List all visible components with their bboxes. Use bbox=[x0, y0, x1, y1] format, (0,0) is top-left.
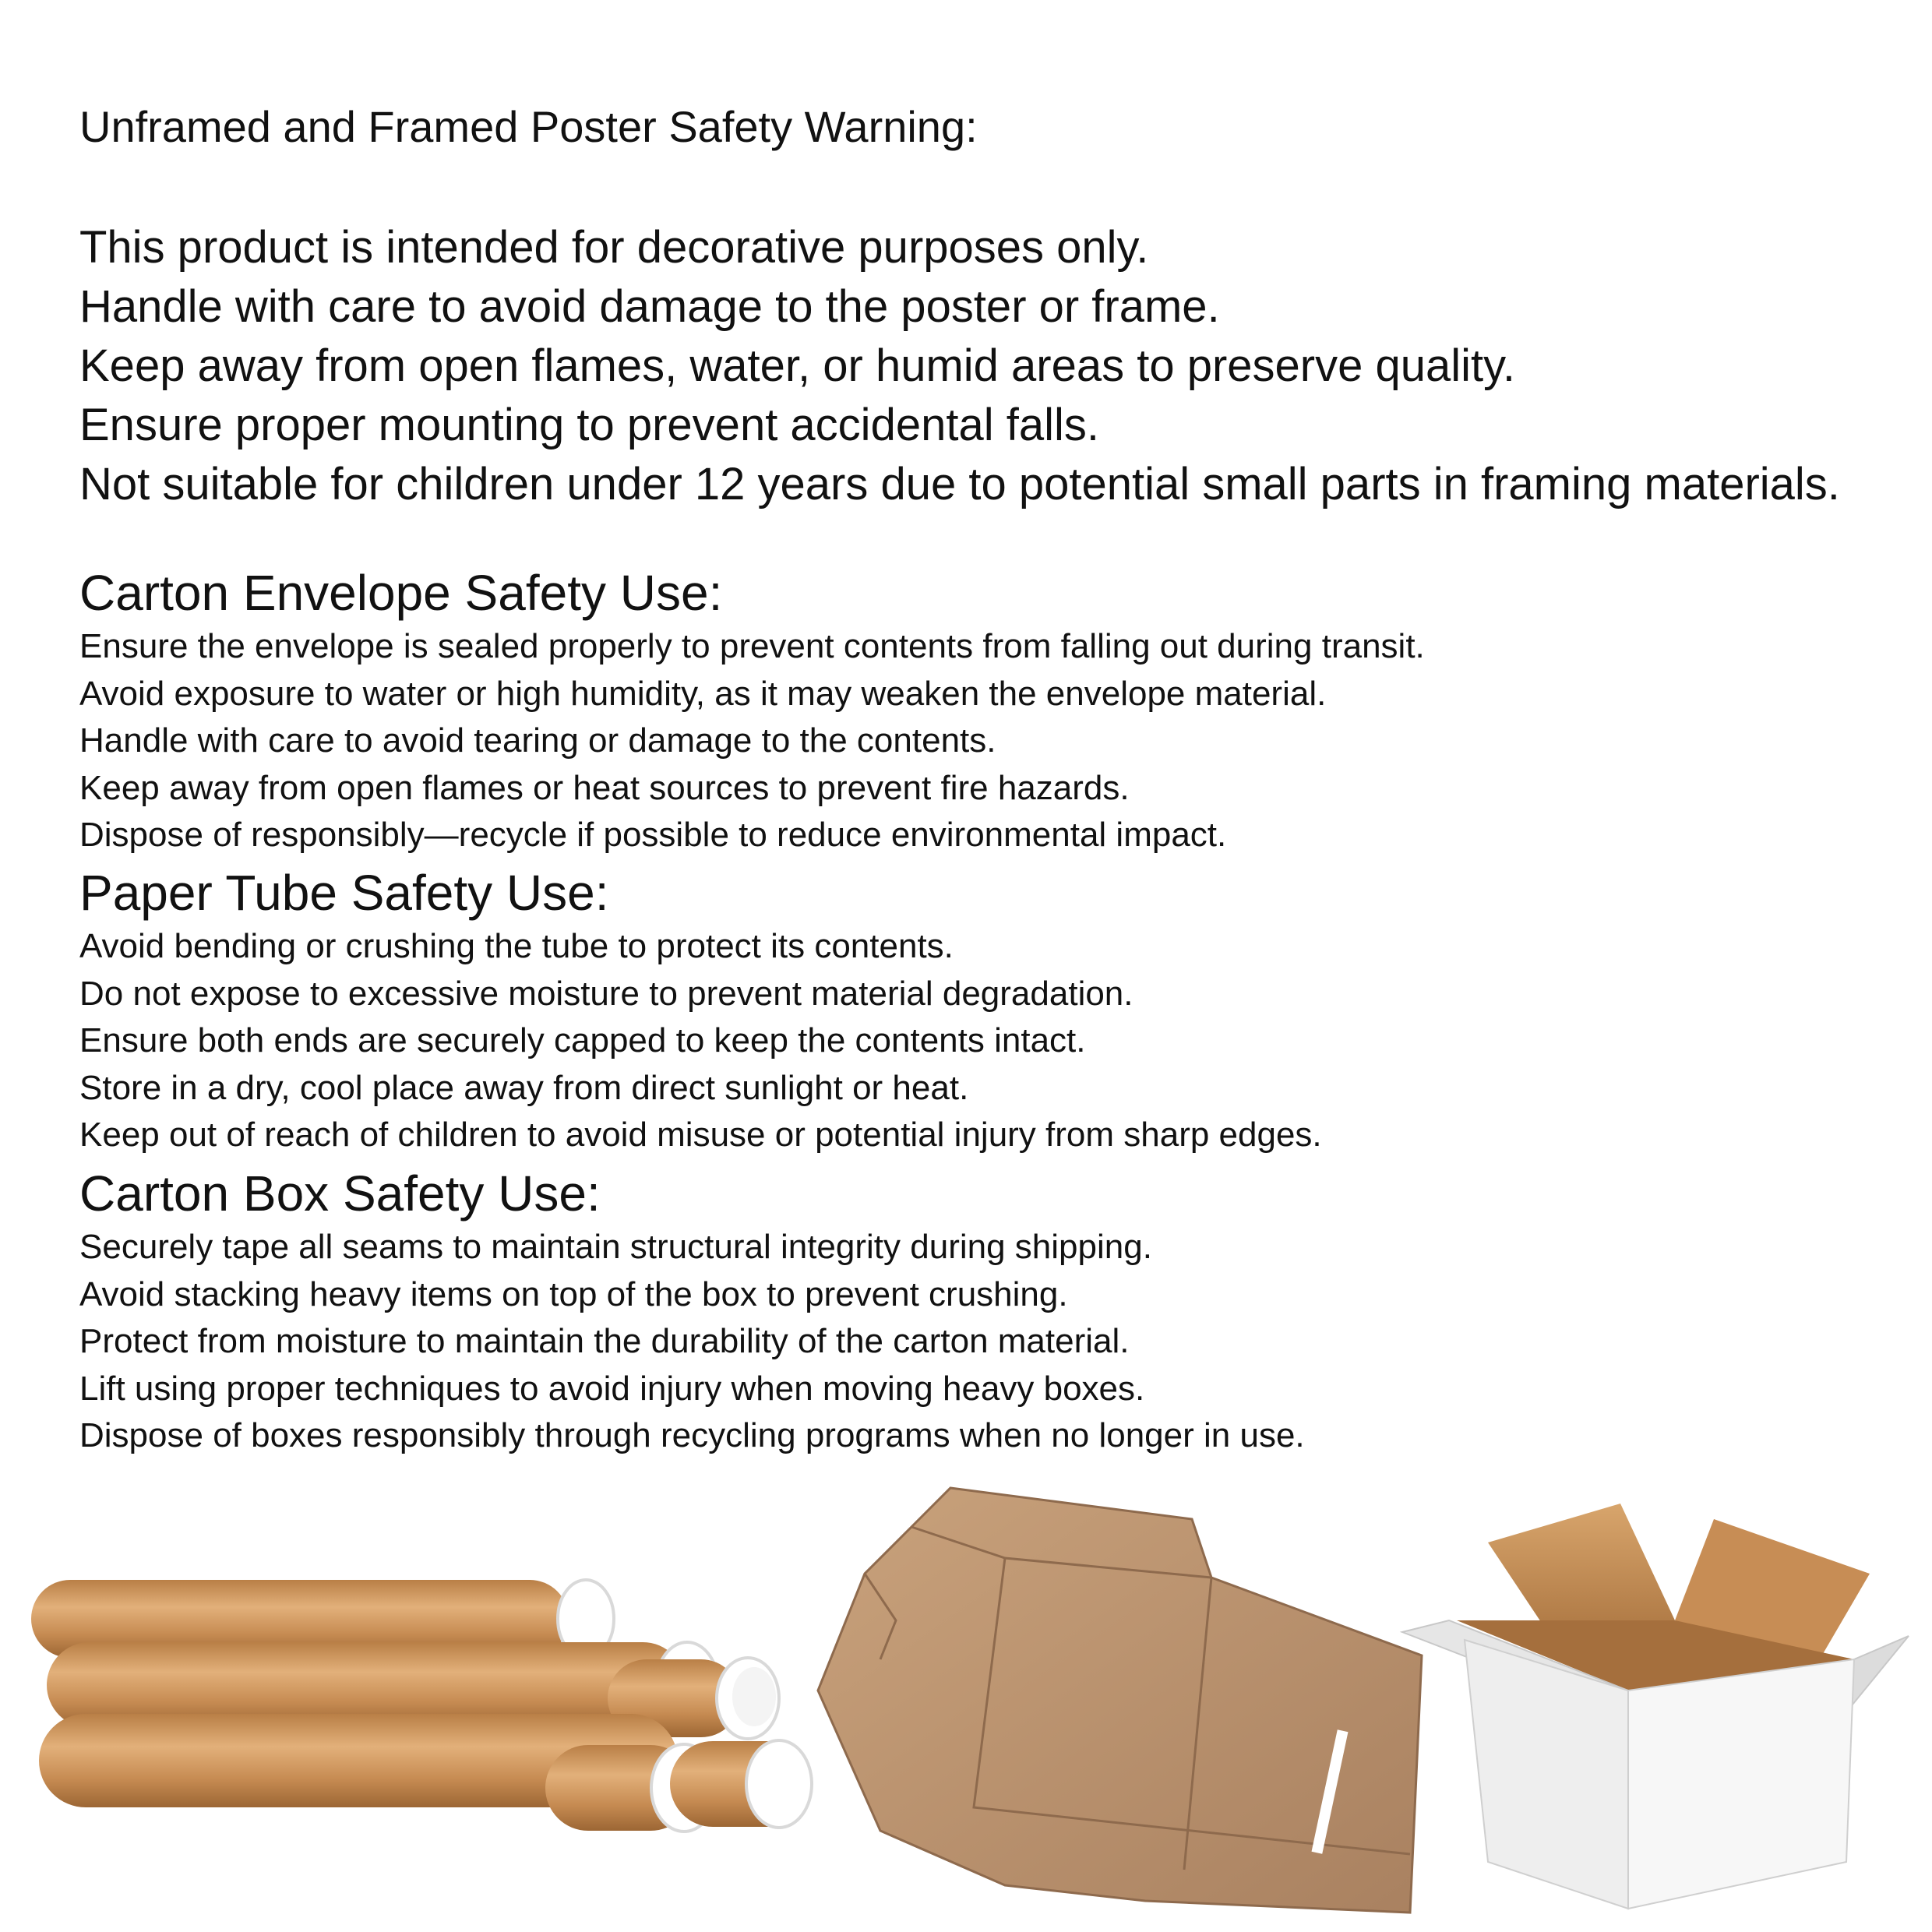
section-line: Dispose of responsibly—recycle if possible to reduce environmental impact. bbox=[79, 816, 1227, 854]
paper-tubes-image bbox=[31, 1580, 812, 1832]
section-line: Lift using proper techniques to avoid injury when moving heavy boxes. bbox=[79, 1369, 1145, 1408]
section-line: Ensure the envelope is sealed properly to prevent contents from falling out during transit. bbox=[79, 627, 1425, 665]
section-line: Do not expose to excessive moisture to prevent material degradation. bbox=[79, 974, 1133, 1013]
paper-tube-section bbox=[79, 862, 1322, 1159]
warning-line: Keep away from open flames, water, or humid areas to preserve quality. bbox=[79, 340, 1515, 391]
section-line: Avoid exposure to water or high humidity, as it may weaken the envelope material. bbox=[79, 674, 1327, 713]
section-line: Handle with care to avoid tearing or damage to the contents. bbox=[79, 721, 996, 760]
warning-line: Ensure proper mounting to prevent accidental falls. bbox=[79, 400, 1099, 450]
warning-line: This product is intended for decorative purposes only. bbox=[79, 222, 1149, 273]
section-line: Avoid bending or crushing the tube to protect its contents. bbox=[79, 927, 954, 965]
carton-box-image bbox=[1402, 1504, 1909, 1909]
tube-cap bbox=[746, 1740, 812, 1828]
warning-line: Not suitable for children under 12 years due to potential small parts in framing materials. bbox=[79, 459, 1840, 509]
section-line: Securely tape all seams to maintain structural integrity during shipping. bbox=[79, 1228, 1152, 1266]
page-title: Unframed and Framed Poster Safety Warning: bbox=[79, 102, 978, 151]
box-side bbox=[1628, 1659, 1854, 1909]
poster-warning-list bbox=[79, 218, 1840, 514]
carton-envelope-section bbox=[79, 562, 1425, 859]
product-images-svg bbox=[0, 1465, 1932, 1916]
section-heading: Carton Box Safety Use: bbox=[79, 1165, 601, 1222]
carton-envelope-image bbox=[818, 1488, 1422, 1913]
warning-line: Handle with care to avoid damage to the poster or frame. bbox=[79, 281, 1220, 332]
section-line: Avoid stacking heavy items on top of the box to prevent crushing. bbox=[79, 1274, 1068, 1313]
section-line: Dispose of boxes responsibly through recycling programs when no longer in use. bbox=[79, 1416, 1305, 1454]
section-heading: Carton Envelope Safety Use: bbox=[79, 565, 723, 621]
section-heading: Paper Tube Safety Use: bbox=[79, 865, 609, 921]
carton-box-section bbox=[79, 1163, 1305, 1460]
section-line: Keep away from open flames or heat sources to prevent fire hazards. bbox=[79, 768, 1130, 807]
envelope-body bbox=[818, 1488, 1422, 1913]
section-line: Protect from moisture to maintain the durability of the carton material. bbox=[79, 1322, 1130, 1360]
section-line: Keep out of reach of children to avoid misuse or potential injury from sharp edges. bbox=[79, 1116, 1322, 1154]
tube-cap-inner bbox=[732, 1667, 776, 1726]
section-line: Ensure both ends are securely capped to keep the contents intact. bbox=[79, 1021, 1086, 1059]
product-images bbox=[0, 1465, 1932, 1916]
section-line: Store in a dry, cool place away from direct sunlight or heat. bbox=[79, 1068, 969, 1107]
